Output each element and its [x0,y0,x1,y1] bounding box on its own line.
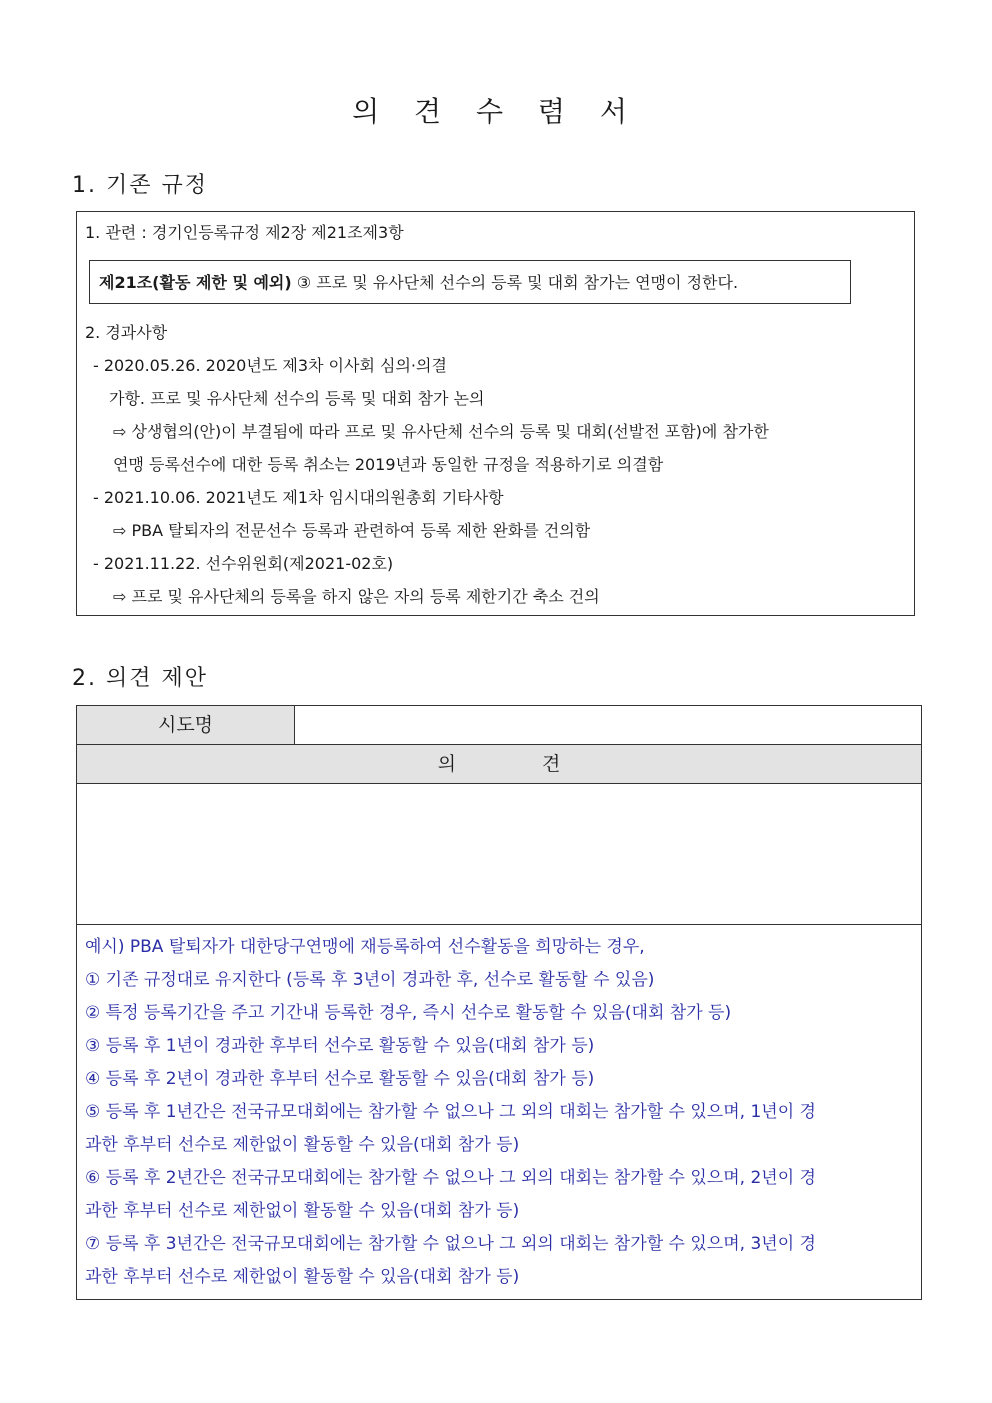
example-line: ⑤ 등록 후 1년간은 전국규모대회에는 참가할 수 없으나 그 외의 대회는 참가할 수 있으며, 1년이 경 [85,1102,816,1122]
section-heading-existing-rules: 1. 기존 규정 [72,173,208,198]
example-line: ⑦ 등록 후 3년간은 전국규모대회에는 참가할 수 없으나 그 외의 대회는 참가할 수 있으며, 3년이 경 [85,1234,816,1254]
article-box [89,260,851,304]
opinion-header: 의 견 [77,745,921,784]
progress-line: - 2020.05.26. 2020년도 제3차 이사회 심의·의결 [93,356,447,375]
example-line: ⑥ 등록 후 2년간은 전국규모대회에는 참가할 수 없으나 그 외의 대회는 참가할 수 있으며, 2년이 경 [85,1168,816,1188]
example-line: ② 특정 등록기간을 주고 기간내 등록한 경우, 즉시 선수로 활동할 수 있음(대회 참가 등) [85,1003,732,1023]
section-heading-opinion-proposal: 2. 의견 제안 [72,666,208,691]
sido-input[interactable] [295,706,921,744]
progress-line: - 2021.11.22. 선수위원회(제2021-02호) [93,554,394,573]
opinion-input-area[interactable] [77,784,921,925]
progress-line: ⇨ 프로 및 유사단체의 등록을 하지 않은 자의 등록 제한기간 축소 건의 [113,587,600,606]
progress-line: 가항. 프로 및 유사단체 선수의 등록 및 대회 참가 논의 [109,389,485,408]
article-title: 제21조(활동 제한 및 예외) [99,273,292,292]
progress-heading: 2. 경과사항 [85,323,168,342]
example-line: ④ 등록 후 2년이 경과한 후부터 선수로 활동할 수 있음(대회 참가 등) [85,1069,595,1089]
existing-rules-box [76,211,915,616]
sido-label: 시도명 [77,706,295,744]
example-line: 과한 후부터 선수로 제한없이 활동할 수 있음(대회 참가 등) [85,1267,520,1287]
example-area [77,925,921,1299]
opinion-form-table [76,705,922,1300]
document-title: 의 견 수 렴 서 [352,95,640,128]
example-line: 과한 후부터 선수로 제한없이 활동할 수 있음(대회 참가 등) [85,1201,520,1221]
example-line: 과한 후부터 선수로 제한없이 활동할 수 있음(대회 참가 등) [85,1135,520,1155]
article-content: ③ 프로 및 유사단체 선수의 등록 및 대회 참가는 연맹이 정한다. [291,273,739,292]
progress-line: ⇨ 상생협의(안)이 부결됨에 따라 프로 및 유사단체 선수의 등록 및 대회(선발전 포함)에 참가한 [113,422,769,441]
article-text-line [99,273,738,293]
sido-row [77,706,921,745]
example-line: ① 기존 규정대로 유지한다 (등록 후 3년이 경과한 후, 선수로 활동할 수 있음) [85,970,655,990]
progress-line: - 2021.10.06. 2021년도 제1차 임시대의원총회 기타사항 [93,488,504,507]
related-regulation: 1. 관련 : 경기인등록규정 제2장 제21조제3항 [85,223,404,242]
progress-line: 연맹 등록선수에 대한 등록 취소는 2019년과 동일한 규정을 적용하기로 의결함 [113,455,664,474]
progress-line: ⇨ PBA 탈퇴자의 전문선수 등록과 관련하여 등록 제한 완화를 건의함 [113,521,591,540]
example-line: 예시) PBA 탈퇴자가 대한당구연맹에 재등록하여 선수활동을 희망하는 경우, [85,937,645,957]
example-line: ③ 등록 후 1년이 경과한 후부터 선수로 활동할 수 있음(대회 참가 등) [85,1036,595,1056]
